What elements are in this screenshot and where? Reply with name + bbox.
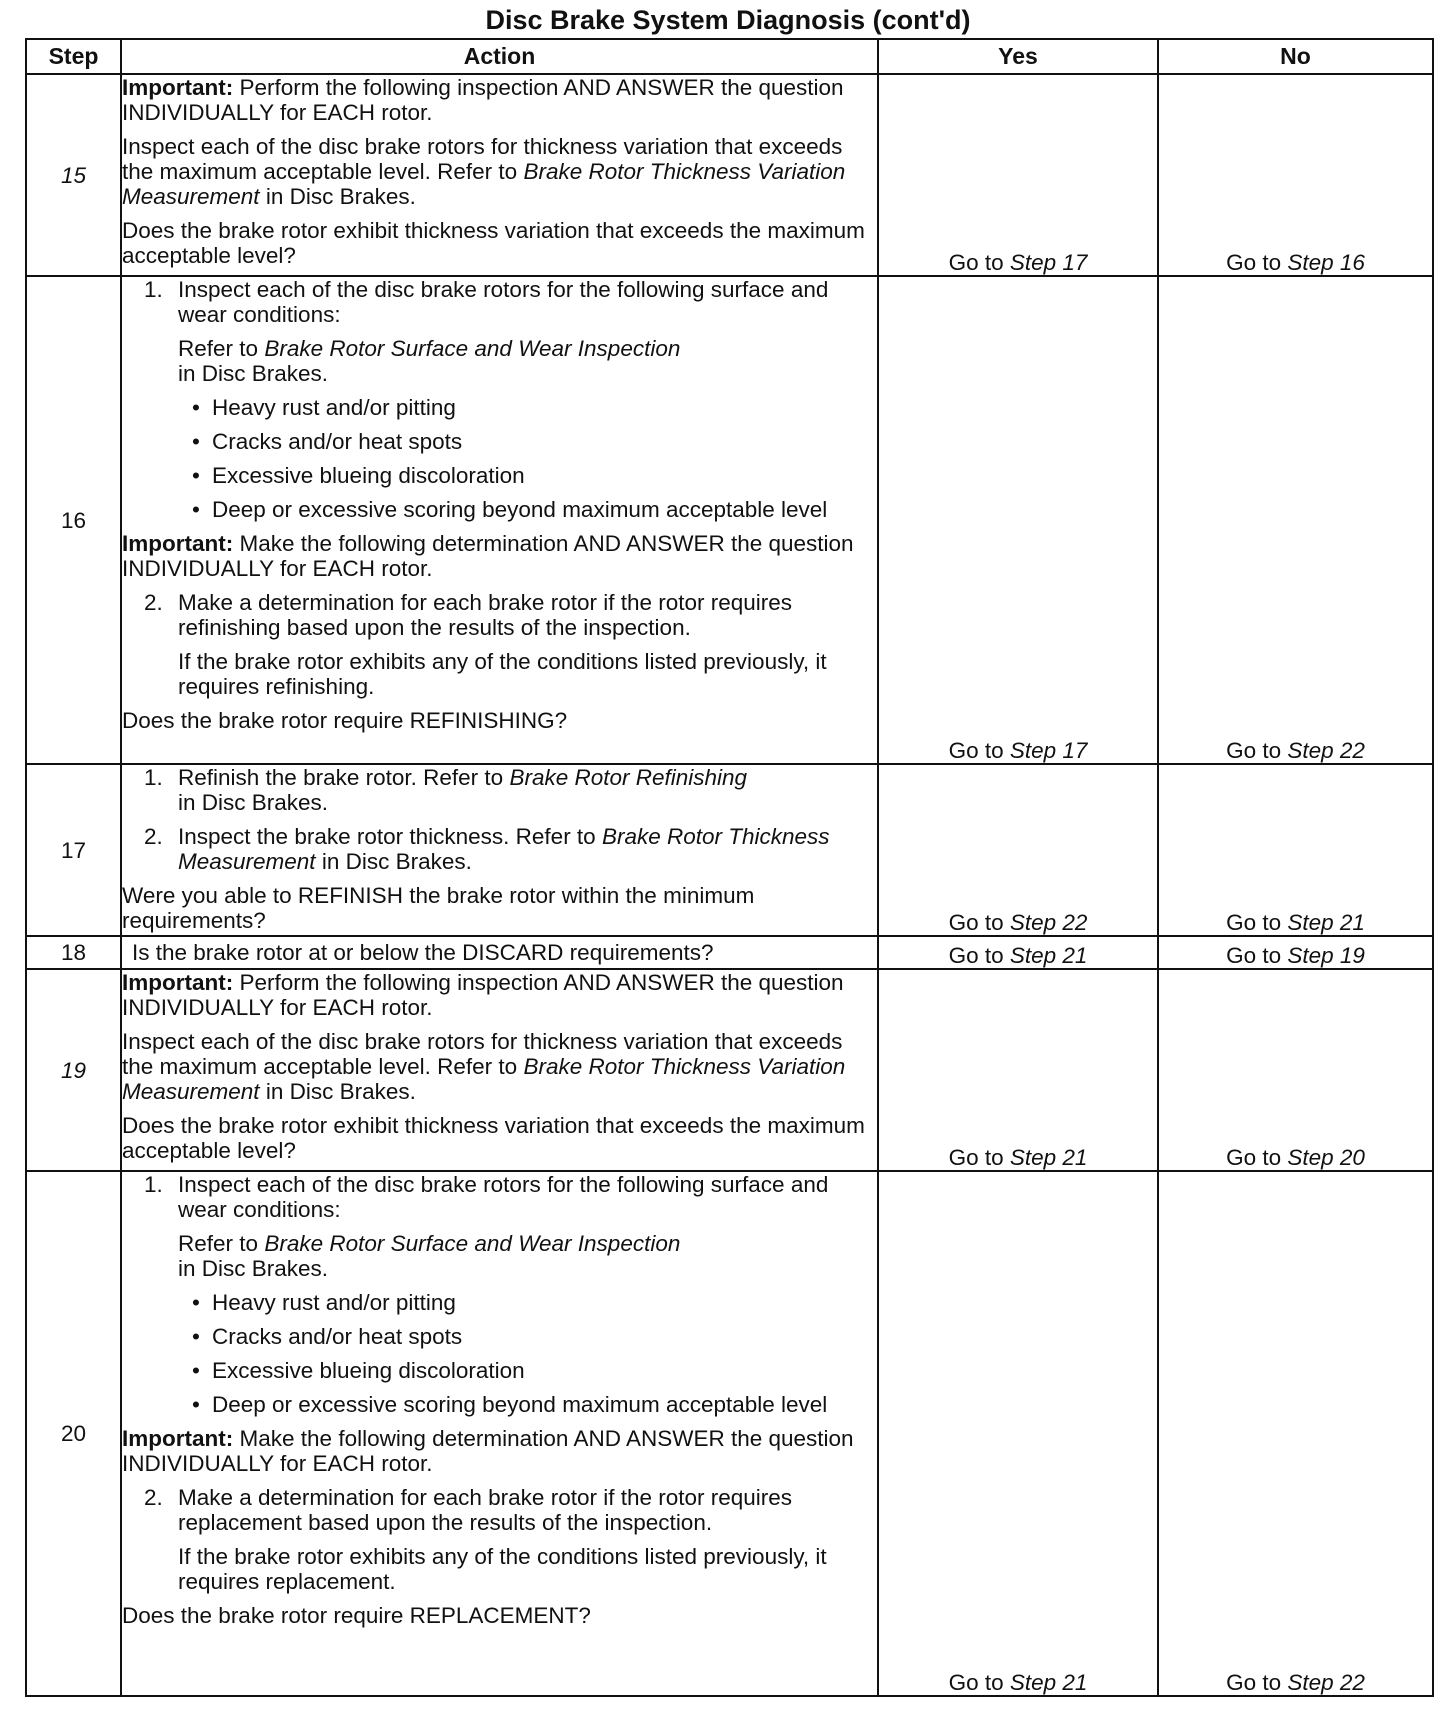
yes-cell: Go to Step 17: [878, 74, 1158, 276]
bullet-icon: •: [192, 1290, 200, 1315]
no-step-ref[interactable]: Step 20: [1287, 1145, 1365, 1170]
yes-step-ref[interactable]: Step 17: [1009, 738, 1088, 763]
condition-note: If the brake rotor exhibits any of the conditions listed previously, it requires refinishing.: [178, 649, 827, 699]
inspect-instruction: Inspect each of the disc brake rotors for thickness variation that exceeds the maximum acceptable level. Refer to Brake Rotor Thickness Variation Measurement in Disc Brakes.: [122, 134, 846, 209]
bullet-icon: •: [192, 1358, 200, 1383]
list-item: • Deep or excessive scoring beyond maximum acceptable level: [192, 497, 828, 522]
document-title: Disc Brake System Diagnosis (cont'd): [485, 5, 971, 35]
list-item: • Cracks and/or heat spots: [192, 429, 463, 454]
step-number: 16: [26, 276, 121, 764]
step-number: 20: [26, 1171, 121, 1696]
bullet-icon: •: [192, 497, 200, 522]
condition-note: If the brake rotor exhibits any of the conditions listed previously, it requires replacement.: [178, 1544, 827, 1594]
numbered-item-1: 1. Inspect each of the disc brake rotors for the following surface and wear conditions:: [144, 1172, 829, 1222]
bullet-icon: •: [192, 395, 200, 420]
bullet-icon: •: [192, 1392, 200, 1417]
question: Does the brake rotor require REFINISHING?: [122, 708, 568, 733]
header-row: [26, 39, 1433, 74]
yes-cell: Go to Step 22: [878, 764, 1158, 936]
diagnosis-table: [25, 38, 1434, 1697]
list-item: • Heavy rust and/or pitting: [192, 395, 456, 420]
table-row-step-19: [26, 969, 1433, 1171]
no-step-ref[interactable]: Step 22: [1287, 738, 1365, 763]
no-cell: Go to Step 22: [1158, 1171, 1433, 1696]
no-cell: Go to Step 19: [1158, 936, 1433, 969]
yes-step-ref[interactable]: Step 21: [1009, 1670, 1088, 1695]
question: Does the brake rotor exhibit thickness variation that exceeds the maximum acceptable level?: [122, 1113, 865, 1163]
yes-step-ref[interactable]: Step 17: [1009, 250, 1088, 275]
question: Does the brake rotor require REPLACEMENT?: [122, 1603, 591, 1628]
action-cell: [121, 969, 878, 1171]
step-number: 17: [26, 764, 121, 936]
action-cell: [121, 764, 878, 936]
no-cell: Go to Step 20: [1158, 969, 1433, 1171]
yes-step-ref[interactable]: Step 22: [1009, 910, 1088, 935]
numbered-item-1: 1. Refinish the brake rotor. Refer to Brake Rotor Refinishing in Disc Brakes.: [144, 765, 748, 815]
important-note: Important: Perform the following inspection AND ANSWER the question INDIVIDUALLY for EACH rotor.: [122, 970, 844, 1020]
table-row-step-17: [26, 764, 1433, 936]
list-item: • Deep or excessive scoring beyond maximum acceptable level: [192, 1392, 828, 1417]
no-step-ref[interactable]: Step 16: [1287, 250, 1365, 275]
refer-note: Refer to Brake Rotor Surface and Wear Inspection in Disc Brakes.: [178, 336, 681, 386]
important-note: Important: Perform the following inspection AND ANSWER the question INDIVIDUALLY for EACH rotor.: [122, 75, 844, 125]
important-note: Important: Make the following determination AND ANSWER the question INDIVIDUALLY for EACH rotor.: [122, 531, 854, 581]
question: Does the brake rotor exhibit thickness variation that exceeds the maximum acceptable level?: [122, 218, 865, 268]
bullet-icon: •: [192, 1324, 200, 1349]
header-action: Action: [121, 39, 878, 74]
list-item: • Excessive blueing discoloration: [192, 463, 525, 488]
step-number: 15: [26, 74, 121, 276]
header-no: No: [1158, 39, 1433, 74]
numbered-item-2: 2. Inspect the brake rotor thickness. Refer to Brake Rotor Thickness Measurement in Disc Brakes.: [144, 824, 830, 874]
bullet-icon: •: [192, 429, 200, 454]
numbered-item-2: 2. Make a determination for each brake rotor if the rotor requires replacement based upon the results of the inspection.: [144, 1485, 793, 1535]
yes-cell: Go to Step 21: [878, 1171, 1158, 1696]
table-row-step-15: [26, 74, 1433, 276]
numbered-item-2: 2. Make a determination for each brake rotor if the rotor requires refinishing based upon the results of the inspection.: [144, 590, 793, 640]
header-yes: Yes: [878, 39, 1158, 74]
list-item: • Cracks and/or heat spots: [192, 1324, 463, 1349]
no-cell: Go to Step 22: [1158, 276, 1433, 764]
list-item: • Excessive blueing discoloration: [192, 1358, 525, 1383]
table-row-step-16: [26, 276, 1433, 764]
numbered-item-1: 1. Inspect each of the disc brake rotors for the following surface and wear conditions:: [144, 277, 829, 327]
question: Were you able to REFINISH the brake rotor within the minimum requirements?: [122, 883, 755, 933]
inspect-instruction: Inspect each of the disc brake rotors for thickness variation that exceeds the maximum acceptable level. Refer to Brake Rotor Thickness Variation Measurement in Disc Brakes.: [122, 1029, 846, 1104]
question: Is the brake rotor at or below the DISCARD requirements?: [132, 940, 714, 965]
header-step: Step: [26, 39, 121, 74]
yes-step-ref[interactable]: Step 21: [1009, 1145, 1088, 1170]
yes-cell: Go to Step 17: [878, 276, 1158, 764]
yes-step-ref[interactable]: Step 21: [1009, 943, 1088, 968]
important-note: Important: Make the following determination AND ANSWER the question INDIVIDUALLY for EACH rotor.: [122, 1426, 854, 1476]
step-number: 18: [26, 936, 121, 969]
table-row-step-20: [26, 1171, 1433, 1696]
action-cell: [121, 276, 878, 764]
list-item: • Heavy rust and/or pitting: [192, 1290, 456, 1315]
no-cell: Go to Step 21: [1158, 764, 1433, 936]
action-cell: [121, 936, 878, 969]
yes-cell: Go to Step 21: [878, 969, 1158, 1171]
table-row-step-18: [26, 936, 1433, 969]
yes-cell: Go to Step 21: [878, 936, 1158, 969]
refer-note: Refer to Brake Rotor Surface and Wear Inspection in Disc Brakes.: [178, 1231, 681, 1281]
no-step-ref[interactable]: Step 19: [1287, 943, 1365, 968]
no-step-ref[interactable]: Step 22: [1287, 1670, 1365, 1695]
action-cell: [121, 74, 878, 276]
action-cell: [121, 1171, 878, 1696]
no-cell: Go to Step 16: [1158, 74, 1433, 276]
no-step-ref[interactable]: Step 21: [1287, 910, 1365, 935]
bullet-icon: •: [192, 463, 200, 488]
step-number: 19: [26, 969, 121, 1171]
